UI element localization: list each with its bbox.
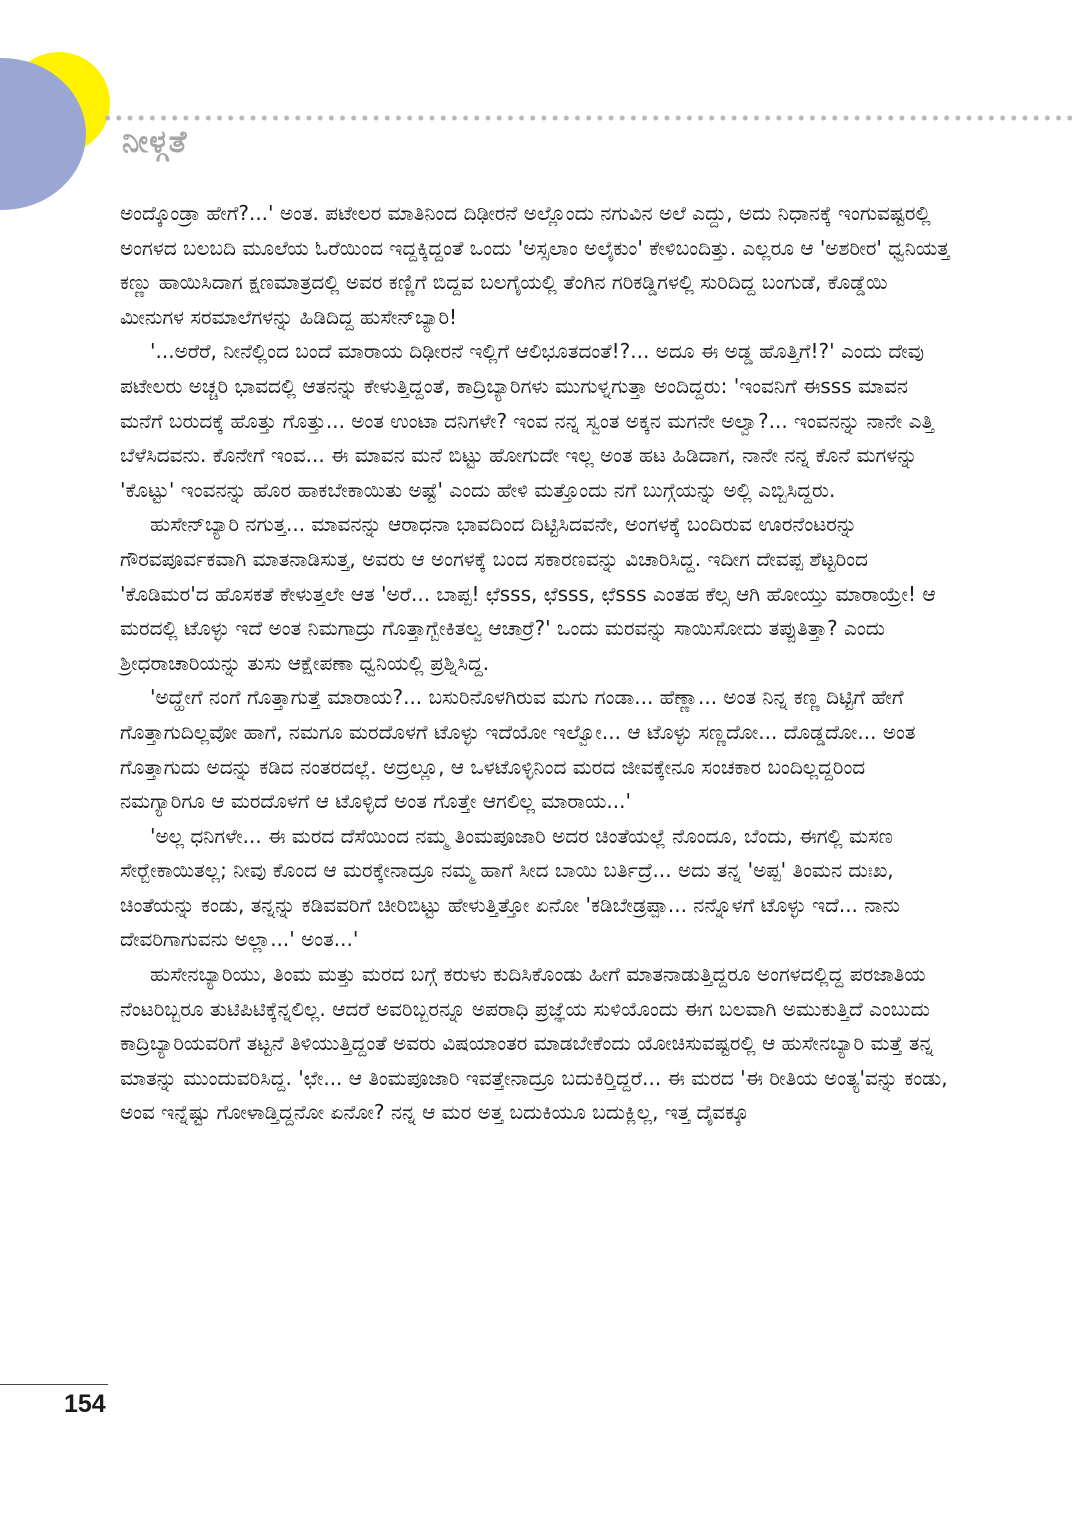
- decorative-yellow-circle: [8, 52, 110, 154]
- paragraph: ಹುಸೇನ್‌ಬ್ಯಾರಿ ನಗುತ್ತ... ಮಾವನನ್ನು ಆರಾಧನಾ ಭಾವದಿಂದ ದಿಟ್ಟಿಸಿದವನೇ, ಅಂಗಳಕ್ಕೆ ಬಂದಿರುವ ಊರನೆಂಟರನ್ನು ಗೌರವಪೂರ್ವಕವಾಗಿ ಮಾತನಾಡಿಸುತ್ತ, ಅವರು ಆ ಅಂಗಳಕ್ಕೆ ಬಂದ ಸಕಾರಣವನ್ನು ವಿಚಾರಿಸಿದ್ದ. ಇದೀಗ ದೇವಪ್ಪ ಶೆಟ್ಟರಿಂದ 'ಕೊಡಿಮರ'ದ ಹೊಸಕತೆ ಕೇಳುತ್ತಲೇ ಆತ 'ಅರೆ... ಬಾಪ್ಪ! ಛೆsss, ಛೆsss, ಛೆsss ಎಂತಹ ಕೆಲ್ಸ ಆಗಿ ಹೋಯ್ತು ಮಾರಾಯ್ರೇ! ಆ ಮರದಲ್ಲಿ ಟೊಳ್ಳು ಇದೆ ಅಂತ ನಿಮಗಾದ್ರು ಗೊತ್ತಾಗ್ಬೇಕಿತಲ್ವ ಆಚಾರ್‍ರೆ?' ಒಂದು ಮರವನ್ನು ಸಾಯಿಸೋದು ತಪ್ಪುತಿತ್ತಾ? ಎಂದು ಶ್ರೀಧರಾಚಾರಿಯನ್ನು ತುಸು ಆಕ್ಷೇಪಣಾ ಧ್ವನಿಯಲ್ಲಿ ಪ್ರಶ್ನಿಸಿದ್ದ.: [120, 512, 936, 675]
- page-number: 154: [64, 1390, 106, 1418]
- paragraph: ಅಂದ್ಕೊಂಡ್ರಾ ಹೇಗೆ?...' ಅಂತ. ಪಟೇಲರ ಮಾತಿನಿಂದ ದಿಢೀರನೆ ಅಲ್ಲೊಂದು ನಗುವಿನ ಅಲೆ ಎದ್ದು, ಅದು ನಿಧಾನಕ್ಕೆ ಇಂಗುವಷ್ಟರಲ್ಲಿ ಅಂಗಳದ ಬಲಬದಿ ಮೂಲೆಯ ಓರೆಯಿಂದ ಇದ್ದಕ್ಕಿದ್ದಂತೆ ಒಂದು 'ಅಸ್ಸಲಾಂ ಅಲೈಕುಂ' ಕೇಳಿಬಂದಿತ್ತು. ಎಲ್ಲರೂ ಆ 'ಅಶರೀರ' ಧ್ವನಿಯತ್ತ ಕಣ್ಣು ಹಾಯಿಸಿದಾಗ ಕ್ಷಣಮಾತ್ರದಲ್ಲಿ ಅವರ ಕಣ್ಣಿಗೆ ಬಿದ್ದವ ಬಲಗೈಯಲ್ಲಿ ತೆಂಗಿನ ಗರಿಕಡ್ಡಿಗಳಲ್ಲಿ ಸುರಿದಿದ್ದ ಬಂಗುಡೆ, ಕೊಡ್ಡೆಯಿ ಮೀನುಗಳ ಸರಮಾಲೆಗಳನ್ನು ಹಿಡಿದಿದ್ದ ಹುಸೇನ್‌ಬ್ಯಾರಿ!: [120, 201, 950, 329]
- decorative-blue-circle: [0, 58, 86, 210]
- paragraph: 'ಅದ್ಹೇಗೆ ನಂಗೆ ಗೊತ್ತಾಗುತ್ತೆ ಮಾರಾಯ?... ಬಸುರಿನೊಳಗಿರುವ ಮಗು ಗಂಡಾ... ಹೆಣ್ಣಾ... ಅಂತ ನಿನ್ನ ಕಣ್ಣ ದಿಟ್ಟಿಗೆ ಹೇಗೆ ಗೊತ್ತಾಗುದಿಲ್ಲವೋ ಹಾಗೆ, ನಮಗೂ ಮರದೊಳಗೆ ಟೊಳ್ಳು ಇದೆಯೋ ಇಲ್ವೋ... ಆ ಟೊಳ್ಳು ಸಣ್ಣದೋ... ದೊಡ್ಡದೋ... ಅಂತ ಗೊತ್ತಾಗುದು ಅದನ್ನು ಕಡಿದ ನಂತರದಲ್ಲೆ. ಅದ್ರಲ್ಲೂ, ಆ ಒಳಟೊಳ್ಳಿನಿಂದ ಮರದ ಜೀವಕ್ಕೇನೂ ಸಂಚಕಾರ ಬಂದಿಲ್ಲದ್ದರಿಂದ ನಮಗ್ಯಾರಿಗೂ ಆ ಮರದೊಳಗೆ ಆ ಟೊಳ್ಳಿದೆ ಅಂತ ಗೊತ್ತೇ ಆಗಲಿಲ್ಲ ಮಾರಾಯ...': [120, 685, 916, 814]
- header-dotted-rule: [102, 114, 1072, 122]
- footer-rule: [0, 1384, 108, 1385]
- paragraph: ಹುಸೇನಬ್ಯಾರಿಯು, ತಿಂಮ ಮತ್ತು ಮರದ ಬಗ್ಗೆ ಕರುಳು ಕುದಿಸಿಕೊಂಡು ಹೀಗೆ ಮಾತನಾಡುತ್ತಿದ್ದರೂ ಅಂಗಳದಲ್ಲಿದ್ದ ಪರಜಾತಿಯ ನೆಂಟರಿಬ್ಬರೂ ತುಟಿಪಿಟಿಕ್ಕೆನ್ನಲಿಲ್ಲ. ಆದರೆ ಅವರಿಬ್ಬರನ್ನೂ ಅಪರಾಧಿ ಪ್ರಜ್ಞೆಯ ಸುಳಿಯೊಂದು ಈಗ ಬಲವಾಗಿ ಅಮುಕುತ್ತಿದೆ ಎಂಬುದು ಕಾದ್ರಿಬ್ಯಾರಿಯವರಿಗೆ ತಟ್ಟನೆ ತಿಳಿಯುತ್ತಿದ್ದಂತೆ ಅವರು ವಿಷಯಾಂತರ ಮಾಡಬೇಕೆಂದು ಯೋಚಿಸುವಷ್ಟರಲ್ಲಿ ಆ ಹುಸೇನಬ್ಯಾರಿ ಮತ್ತೆ ತನ್ನ ಮಾತನ್ನು ಮುಂದುವರಿಸಿದ್ದ. 'ಛೇ... ಆ ತಿಂಮಪೂಜಾರಿ ಇವತ್ತೇನಾದ್ರೂ ಬದುಕಿರ್‍ತಿದ್ದರೆ... ಈ ಮರದ 'ಈ ರೀತಿಯ ಅಂತ್ಯ'ವನ್ನು ಕಂಡು, ಅಂವ ಇನ್ನೆಷ್ಟು ಗೋಳಾಡ್ತಿದ್ದನೋ ಏನೋ? ನನ್ನ ಆ ಮರ ಅತ್ತ ಬದುಕಿಯೂ ಬದುಕ್ಲಿಲ್ಲ, ಇತ್ತ ದೈವಕ್ಕೂ: [120, 962, 948, 1125]
- body-text: [120, 196, 952, 1130]
- paragraph: 'ಅಲ್ಲ ಧನಿಗಳೇ... ಈ ಮರದ ದೆಸೆಯಿಂದ ನಮ್ಮ ತಿಂಮಪೂಜಾರಿ ಅದರ ಚಿಂತೆಯಲ್ಲೆ ನೊಂದೂ, ಬೆಂದು, ಈಗಲ್ಲಿ ಮಸಣ ಸೇರ್‍ಬೇಕಾಯಿತಲ್ಲ; ನೀವು ಕೊಂದ ಆ ಮರಕ್ಕೇನಾದ್ರೂ ನಮ್ಮ ಹಾಗೆ ಸೀದ ಬಾಯಿ ಬರ್ತಿದ್ರೆ... ಅದು ತನ್ನ 'ಅಪ್ಪ' ತಿಂಮನ ದುಃಖ, ಚಿಂತೆಯನ್ನು ಕಂಡು, ತನ್ನನ್ನು ಕಡಿವವರಿಗೆ ಚೀರಿಬಿಟ್ಟು ಹೇಳುತ್ತಿತ್ತೋ ಏನೋ 'ಕಡಿಬೇಡ್ರಪ್ಪಾ... ನನ್ನೊಳಗೆ ಟೊಳ್ಳು ಇದೆ... ನಾನು ದೇವರಿಗಾಗುವನು ಅಲ್ಲಾ...' ಅಂತ...': [120, 823, 900, 952]
- paragraph: '...ಅರೆರೆ, ನೀನೆಲ್ಲಿಂದ ಬಂದೆ ಮಾರಾಯ ದಿಢೀರನೆ ಇಲ್ಲಿಗೆ ಆಲಿಭೂತದಂತೆ!?... ಅದೂ ಈ ಅಡ್ಡ ಹೊತ್ತಿಗೆ!?' ಎಂದು ದೇವು ಪಟೇಲರು ಅಚ್ಚರಿ ಭಾವದಲ್ಲಿ ಆತನನ್ನು ಕೇಳುತ್ತಿದ್ದಂತೆ, ಕಾದ್ರಿಬ್ಯಾರಿಗಳು ಮುಗುಳ್ನಗುತ್ತಾ ಅಂದಿದ್ದರು: 'ಇಂವನಿಗೆ ಈsss ಮಾವನ ಮನೆಗೆ ಬರುದಕ್ಕೆ ಹೊತ್ತು ಗೊತ್ತು... ಅಂತ ಉಂಟಾ ದನಿಗಳೇ? ಇಂವ ನನ್ನ ಸ್ವಂತ ಅಕ್ಕನ ಮಗನೇ ಅಲ್ವಾ?... ಇಂವನನ್ನು ನಾನೇ ಎತ್ತಿ ಬೆಳೆಸಿದವನು. ಕೊನೇಗೆ ಇಂವ... ಈ ಮಾವನ ಮನೆ ಬಿಟ್ಟು ಹೋಗುದೇ ಇಲ್ಲ ಅಂತ ಹಟ ಹಿಡಿದಾಗ, ನಾನೇ ನನ್ನ ಕೊನೆ ಮಗಳನ್ನು 'ಕೊಟ್ಟು' ಇಂವನನ್ನು ಹೊರ ಹಾಕಬೇಕಾಯಿತು ಅಷ್ಟೆ' ಎಂದು ಹೇಳಿ ಮತ್ತೊಂದು ನಗೆ ಬುಗ್ಗೆಯನ್ನು ಅಲ್ಲಿ ಎಬ್ಬಿಸಿದ್ದರು.: [120, 339, 934, 502]
- running-title: ನೀಳ್ಗತೆ: [122, 124, 188, 160]
